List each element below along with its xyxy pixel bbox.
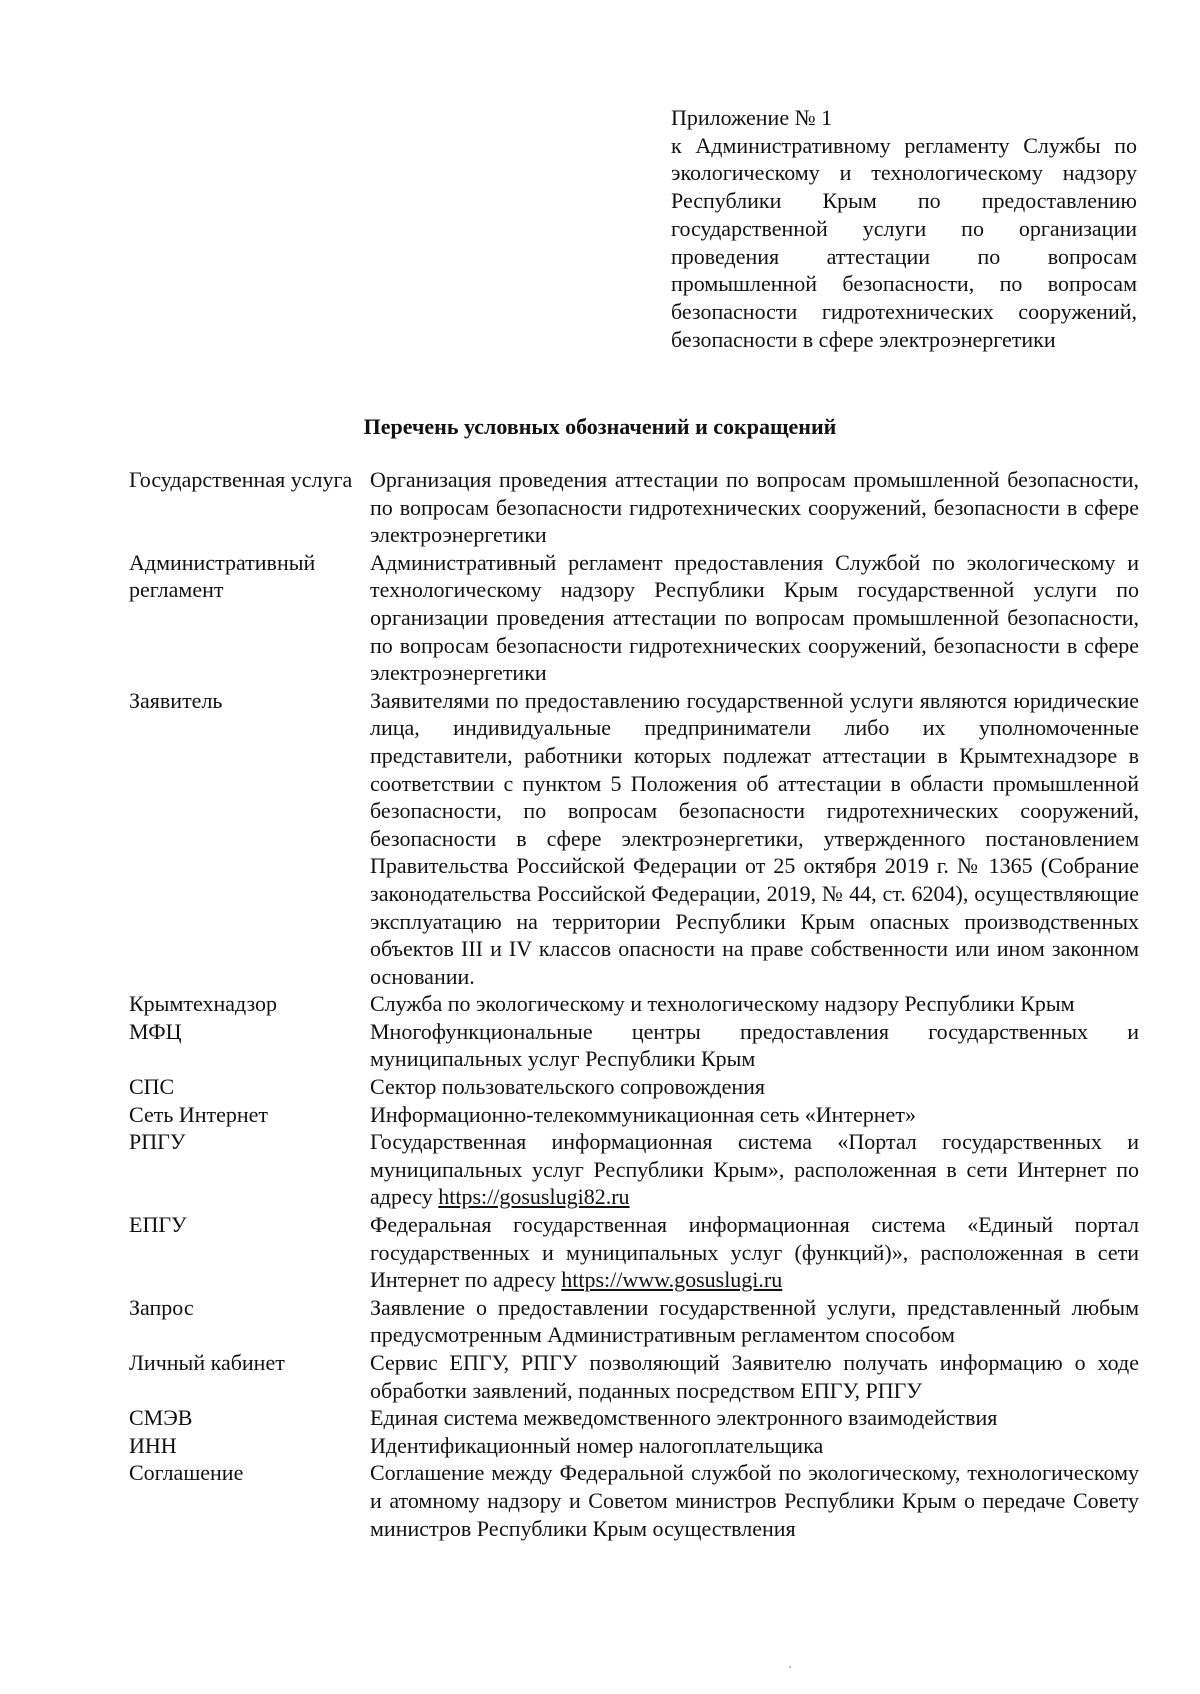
abbr-term: РПГУ [129,1129,186,1155]
abbr-definition: Идентификационный номер налогоплательщика [370,1432,824,1458]
epgu-portal-link[interactable]: https://www.gosuslugi.ru [561,1267,783,1293]
abbr-term: Сеть Интернет [129,1101,269,1127]
abbr-definition: Единая система межведомственного электронного взаимодействия [370,1405,998,1431]
abbr-term: ИНН [129,1432,177,1458]
table-row [129,549,1139,687]
abbr-term: МФЦ [129,1018,182,1044]
abbr-term: Административный регламент [129,549,316,603]
table-row [129,1128,1139,1211]
abbr-term: СМЭВ [129,1405,193,1431]
appendix-body: к Административному регламенту Службы по экологическому и технологическому надзору Республики Крым по предоставлению государственной услуги по организации проведения аттестации по вопросам промышленной безопасности, по вопросам безопасности гидротехнических сооружений, безопасности в сфере электроэнергетики [671,132,1137,352]
abbr-definition: Служба по экологическому и технологическому надзору Республики Крым [370,991,1075,1017]
table-row [129,1459,1139,1542]
abbr-definition-text: Федеральная государственная информационная система «Единый портал государственных и муниципальных услуг (функций)», расположенная в сети Интернет по адресу [370,1212,1139,1293]
rpgu-portal-link[interactable]: https://gosuslugi82.ru [438,1184,630,1210]
abbr-definition: Соглашение между Федеральной службой по экологическому, технологическому и атомному надзору и Советом министров Республики Крым о передаче Совету министров Республики Крым осуществления [370,1460,1139,1541]
abbr-definition: Сервис ЕПГУ, РПГУ позволяющий Заявителю получать информацию о ходе обработки заявлений, поданных посредством ЕПГУ, РПГУ [370,1350,1139,1403]
abbr-definition: Информационно-телекоммуникационная сеть «Интернет» [370,1101,916,1127]
abbr-definition: Административный регламент предоставления Службой по экологическому и технологическому надзору Республики Крым государственной услуги по организации проведения аттестации по вопросам промышленной безопасности, по вопросам безопасности гидротехнических сооружений, безопасности в сфере электроэнергетики [370,549,1139,686]
table-row [129,1073,1139,1101]
abbreviations-table [129,466,1139,1542]
table-row [129,1211,1139,1294]
table-row [129,1101,1139,1129]
list-heading: Перечень условных обозначений и сокращений [363,414,837,439]
table-row [129,466,1139,549]
appendix-header [671,104,1137,353]
table-row [129,1294,1139,1349]
table-row [129,1432,1139,1460]
abbr-definition [370,1128,1139,1211]
appendix-title: Приложение № 1 [671,105,833,130]
abbr-definition: Заявителями по предоставлению государственной услуги являются юридические лица, индивидуальные предприниматели либо их уполномоченные представители, работники которых подлежат аттестации в Крымтехнадзоре в соответствии с пунктом 5 Положения об аттестации в области промышленной безопасности, по вопросам безопасности гидротехнических сооружений, безопасности в сфере электроэнергетики, утвержденного постановлением Правительства Российской Федерации от 25 октября 2019 г. № 1365 (Собрание законодательства Российской Федерации, 2019, № 44, ст. 6204), осуществляющие эксплуатацию на территории Республики Крым опасных производственных объектов III и IV классов опасности на праве собственности или ином законном основании. [370,687,1139,989]
abbr-definition [370,1211,1139,1294]
abbr-term: Заявитель [129,687,223,713]
abbr-definition: Многофункциональные центры предоставления государственных и муниципальных услуг Республики Крым [370,1018,1139,1072]
abbr-term: СПС [129,1074,175,1100]
table-row [129,1018,1139,1073]
abbr-definition-text: Государственная информационная система «Портал государственных и муниципальных услуг Республики Крым», расположенная в сети Интернет по адресу [370,1129,1139,1210]
table-row [129,687,1139,991]
table-row [129,990,1139,1018]
abbr-term: ЕПГУ [129,1212,187,1238]
table-row [129,1404,1139,1432]
table-row [129,1349,1139,1404]
abbr-term: Запрос [129,1294,194,1320]
abbr-definition: Заявление о предоставлении государственной услуги, представленный любым предусмотренным Административным регламентом способом [370,1294,1139,1348]
scan-speck [789,1666,791,1668]
abbr-term: Соглашение [129,1460,244,1486]
abbr-term: Государственная услуга [129,467,353,492]
abbr-definition: Организация проведения аттестации по вопросам промышленной безопасности, по вопросам безопасности гидротехнических сооружений, безопасности в сфере электроэнергетики [370,467,1139,548]
abbr-term: Крымтехнадзор [129,991,278,1017]
abbr-term: Личный кабинет [129,1350,285,1375]
abbr-definition: Сектор пользовательского сопровождения [370,1074,766,1100]
